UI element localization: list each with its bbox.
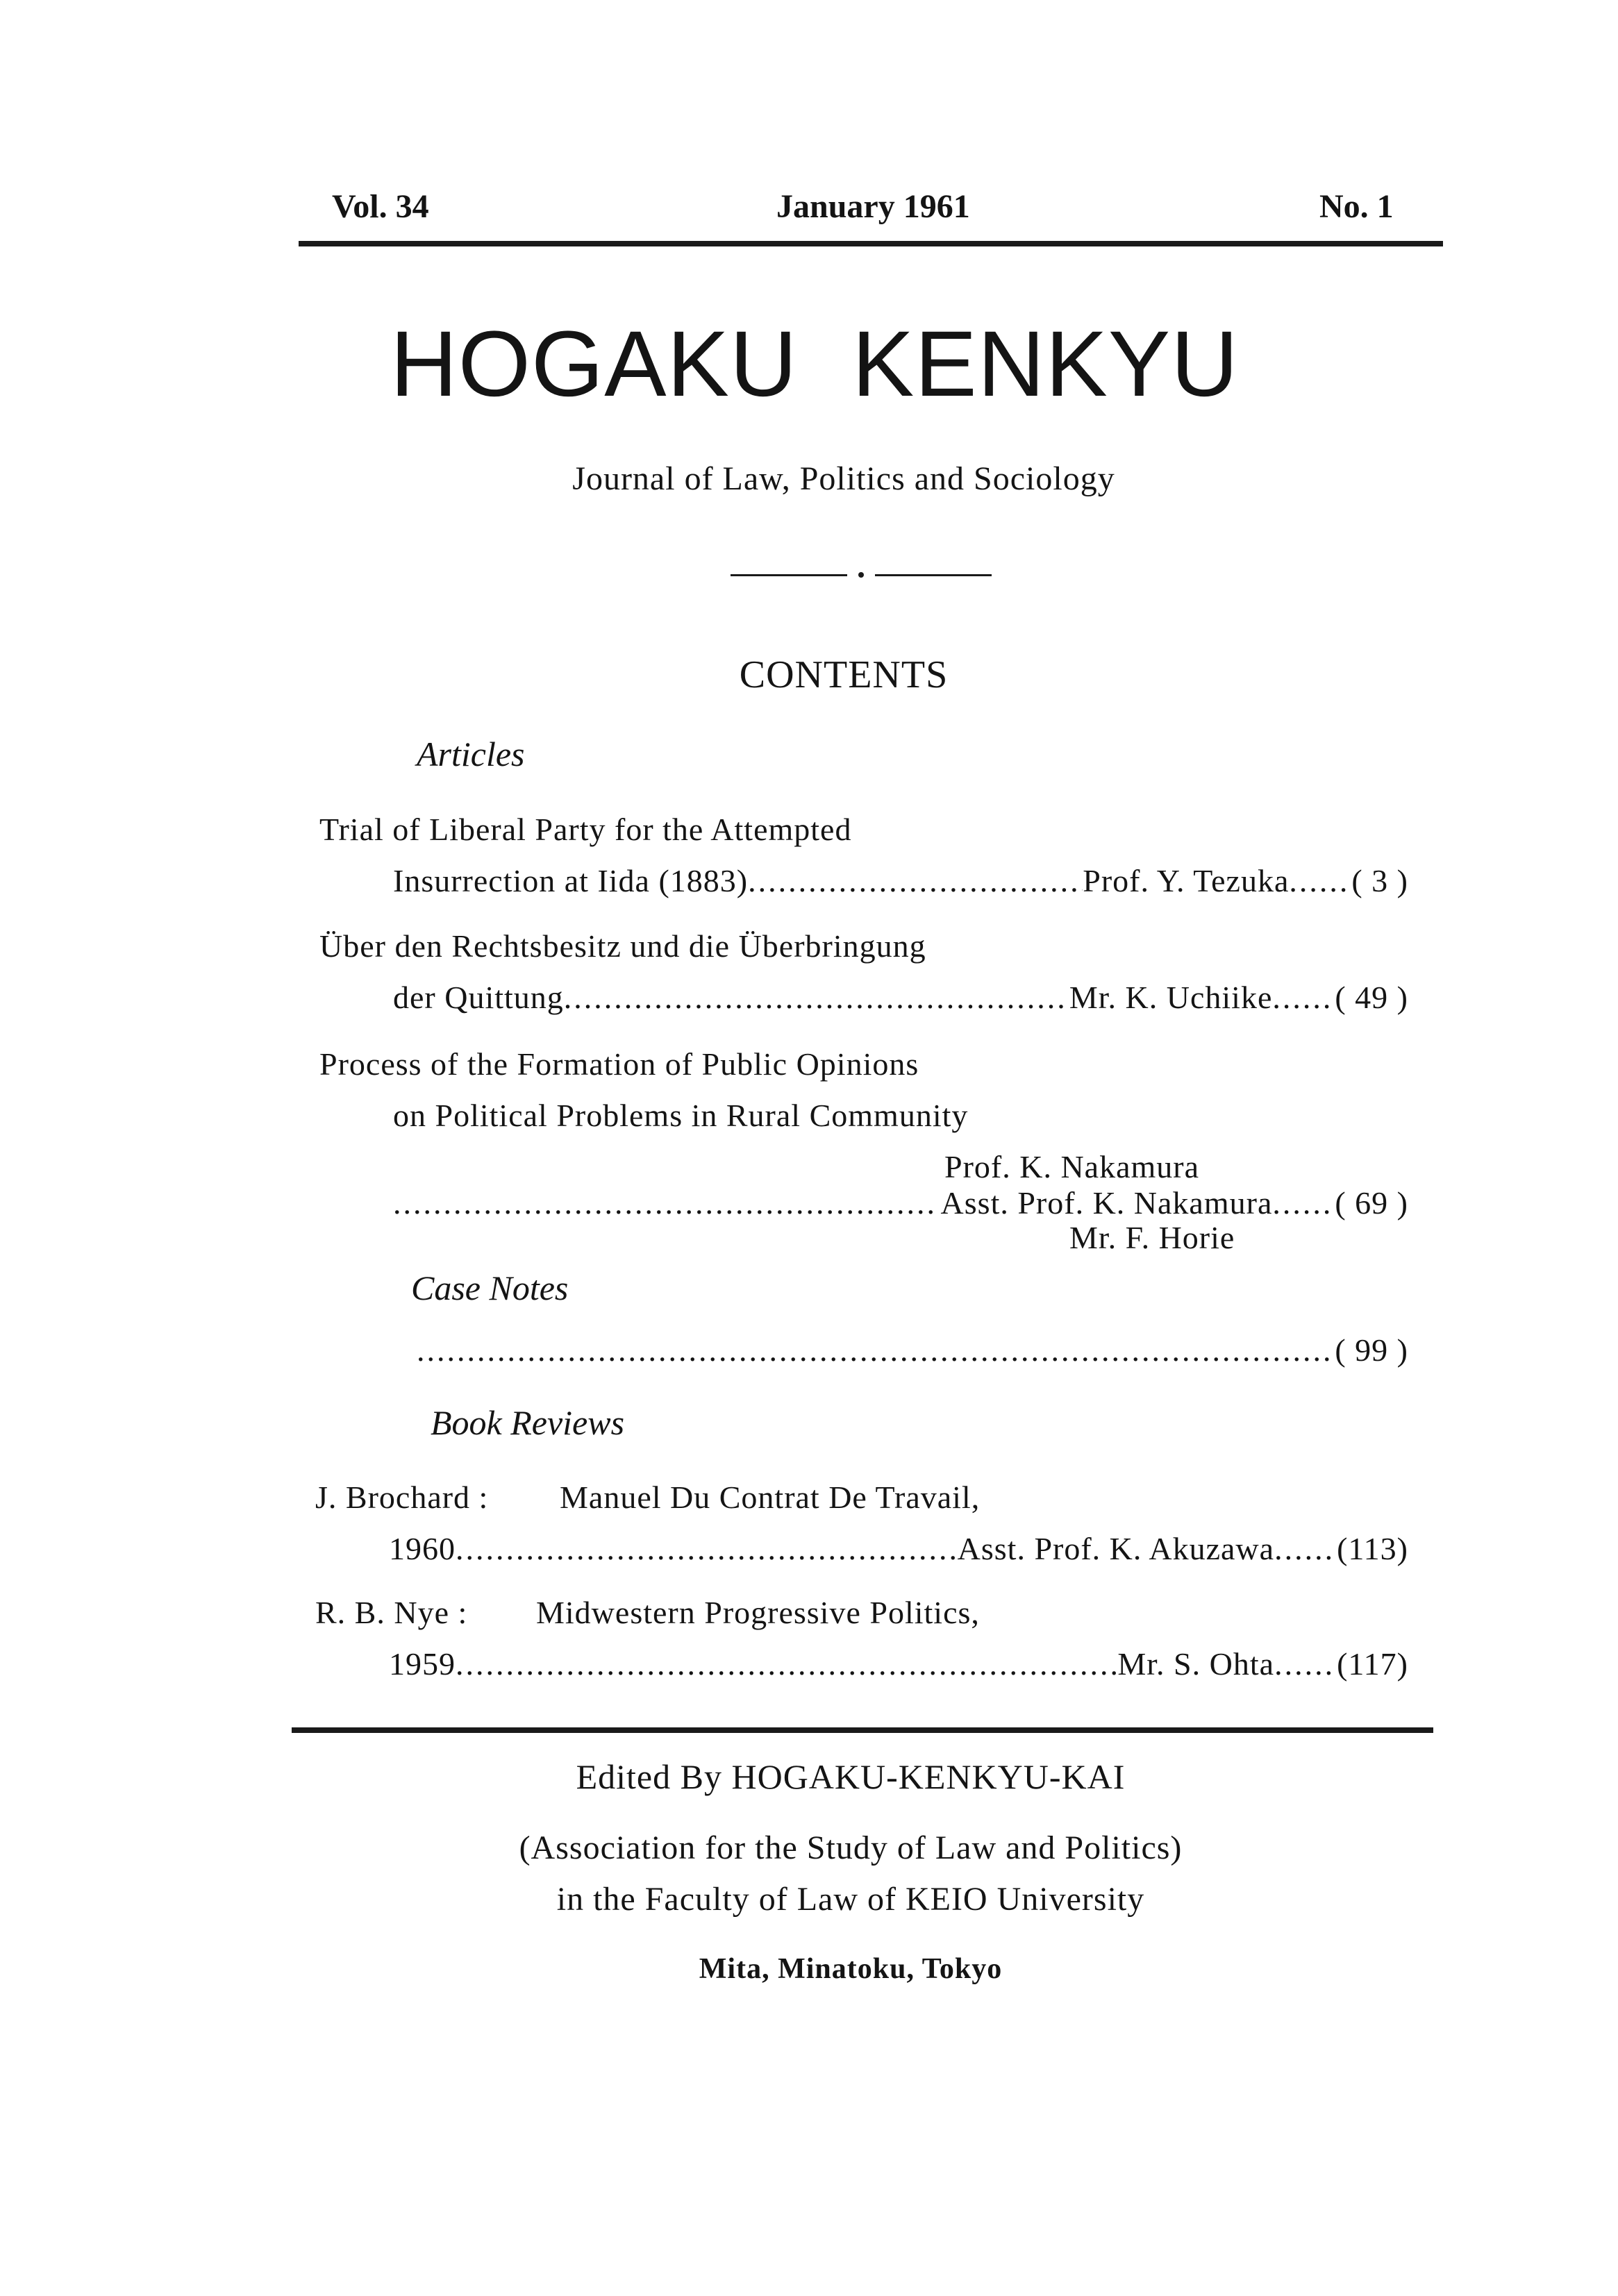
article-1-page: ( 3 ) [1351, 863, 1408, 898]
review-1-reviewer: Asst. Prof. K. Akuzawa [957, 1531, 1275, 1566]
dot-leader [1274, 1645, 1337, 1682]
ornament-rule-right [875, 574, 992, 576]
article-1-author: Prof. Y. Tezuka [1083, 863, 1290, 898]
association-line: (Association for the Study of Law and Politics) [519, 1829, 1183, 1866]
dot-leader [417, 1332, 1335, 1368]
journal-title: HOGAKU KENKYU [390, 312, 1240, 416]
review-1-title-line1: Manuel Du Contrat De Travail, [560, 1480, 981, 1515]
case-notes-entry [417, 1332, 1408, 1368]
article-2-entry [393, 979, 1408, 1016]
dot-leader [456, 1645, 1117, 1682]
section-articles: Articles [417, 735, 525, 773]
review-1-page: (113) [1337, 1531, 1408, 1566]
section-case-notes: Case Notes [411, 1268, 569, 1307]
issue-number: No. 1 [1319, 188, 1394, 225]
article-3-entry [393, 1184, 1408, 1221]
location-line: Mita, Minatoku, Tokyo [699, 1953, 1003, 1985]
header-rule [299, 241, 1443, 246]
dot-leader [748, 862, 1083, 899]
journal-subtitle: Journal of Law, Politics and Sociology [572, 460, 1115, 497]
faculty-line: in the Faculty of Law of KEIO University [556, 1881, 1145, 1918]
dot-leader [456, 1530, 958, 1567]
ornament-rule-left [731, 574, 847, 576]
review-1-title-line2: 1960 [389, 1531, 456, 1566]
article-3-author-2: Asst. Prof. K. Nakamura [940, 1185, 1273, 1221]
article-2-title-line2: der Quittung [393, 980, 564, 1015]
dot-leader [1274, 1530, 1337, 1567]
volume-label: Vol. 34 [332, 188, 429, 225]
article-2-author: Mr. K. Uchiike [1069, 980, 1273, 1015]
article-3-author-3: Mr. F. Horie [1069, 1220, 1235, 1255]
article-2-title-line1: Über den Rechtsbesitz und die Überbringung [319, 928, 926, 964]
dot-leader [393, 1184, 935, 1221]
footer-rule [292, 1727, 1433, 1733]
dot-leader [1272, 1184, 1335, 1221]
edited-by: Edited By HOGAKU-KENKYU-KAI [576, 1757, 1126, 1796]
article-3-title-line2: on Political Problems in Rural Community [393, 1098, 969, 1133]
article-3-author-1: Prof. K. Nakamura [944, 1149, 1200, 1184]
contents-heading: CONTENTS [739, 653, 949, 696]
review-2-page: (117) [1337, 1646, 1408, 1682]
article-1-title-line1: Trial of Liberal Party for the Attempted [319, 812, 852, 847]
article-3-page: ( 69 ) [1335, 1185, 1408, 1221]
review-2-entry [389, 1645, 1408, 1682]
dot-leader [1289, 862, 1351, 899]
section-book-reviews: Book Reviews [431, 1403, 625, 1442]
review-2-author: R. B. Nye : [315, 1595, 468, 1630]
article-2-page: ( 49 ) [1335, 980, 1408, 1015]
review-1-author: J. Brochard : [315, 1480, 489, 1515]
review-1-entry [389, 1530, 1408, 1567]
article-1-entry [393, 862, 1408, 899]
review-2-title-line2: 1959 [389, 1646, 456, 1682]
review-2-title-line1: Midwestern Progressive Politics, [536, 1595, 980, 1630]
dot-leader [1272, 979, 1335, 1016]
dot-leader [564, 979, 1065, 1016]
case-notes-page: ( 99 ) [1335, 1332, 1408, 1368]
issue-date: January 1961 [776, 188, 970, 225]
article-1-title-line2: Insurrection at Iida (1883) [393, 863, 749, 898]
article-3-title-line1: Process of the Formation of Public Opinions [319, 1046, 919, 1082]
ornament-dot [858, 572, 864, 578]
review-2-reviewer: Mr. S. Ohta [1117, 1646, 1275, 1682]
